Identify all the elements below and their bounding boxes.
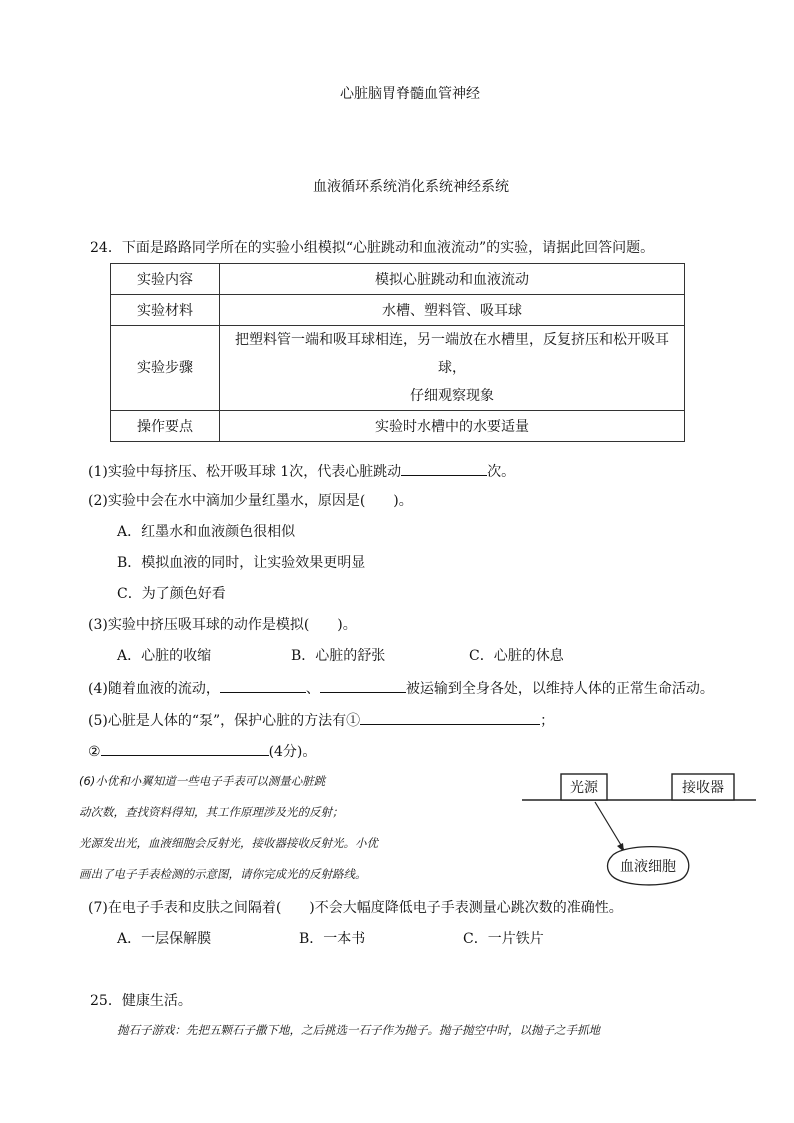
- question-24-part-6-line-3: 光源发出光，血液细胞会反射光，接收器接收反射光。小优: [79, 836, 378, 850]
- question-24-part-6-line-1: (6)小优和小翼知道一些电子手表可以测量心脏跳: [79, 774, 326, 788]
- part-5b-suffix: (4分)。: [268, 744, 317, 760]
- part-4-suffix: 被运输到全身各处，以维持人体的正常生命活动。: [405, 681, 714, 697]
- table-value: 水槽、塑料管、吸耳球: [220, 295, 685, 326]
- option-b: B．心脏的舒张: [291, 648, 386, 664]
- table-value: 实验时水槽中的水要适量: [220, 411, 685, 442]
- option-b: B．模拟血液的同时，让实验效果更明显: [117, 555, 366, 571]
- question-24-part-4: [88, 677, 714, 699]
- answer-blank[interactable]: [360, 709, 540, 725]
- answer-blank[interactable]: [320, 677, 406, 693]
- part-5-suffix: ；: [540, 713, 555, 729]
- table-row: [111, 411, 685, 442]
- light-source-label: 光源: [570, 780, 598, 796]
- table-row: [111, 295, 685, 326]
- experiment-table: [110, 263, 685, 442]
- table-key: 实验步骤: [111, 326, 220, 411]
- table-key: 操作要点: [111, 411, 220, 442]
- question-24-part-7: (7)在电子手表和皮肤之间隔着( )不会大幅度降低电子手表测量心跳次数的准确性。: [88, 900, 623, 916]
- header-line-1: 心脏脑胃脊髓血管神经: [340, 86, 480, 102]
- part-1-suffix: 次。: [487, 464, 516, 480]
- part-4-text: (4)随着血液的流动，: [88, 681, 220, 697]
- part-5b-text: ②: [88, 744, 101, 760]
- question-24-part-1: [88, 460, 515, 482]
- option-a: A．红墨水和血液颜色很相似: [117, 524, 296, 540]
- receiver-label: 接收器: [682, 780, 724, 796]
- option-c: C．一片铁片: [463, 931, 544, 947]
- watch-reflection-diagram: [520, 768, 760, 890]
- table-row: [111, 264, 685, 295]
- table-value-line-2: 仔细观察现象: [410, 388, 494, 404]
- table-value: [220, 326, 685, 411]
- question-25-title: 25．健康生活。: [90, 993, 192, 1009]
- question-24-part-5-second: [88, 740, 316, 762]
- table-value: 模拟心脏跳动和血液流动: [220, 264, 685, 295]
- blood-cell-label: 血液细胞: [620, 859, 676, 875]
- table-key: 实验内容: [111, 264, 220, 295]
- answer-blank[interactable]: [220, 677, 306, 693]
- question-24-part-6-line-2: 动次数，查找资料得知，其工作原理涉及光的反射；: [79, 805, 344, 819]
- part-4-separator: 、: [305, 681, 320, 697]
- option-c: C．心脏的休息: [469, 648, 564, 664]
- table-key: 实验材料: [111, 295, 220, 326]
- option-a: A．一层保解膜: [117, 931, 212, 947]
- option-b: B．一本书: [299, 931, 366, 947]
- question-24-part-3: (3)实验中挤压吸耳球的动作是模拟( )。: [88, 617, 357, 633]
- header-line-2: 血液循环系统消化系统神经系统: [313, 179, 509, 195]
- option-c: C．为了颜色好看: [117, 586, 226, 602]
- question-25-text: 抛石子游戏：先把五颗石子撒下地，之后挑选一石子作为抛子。抛子抛空中时，以抛子之手抓地: [117, 1023, 600, 1037]
- answer-blank[interactable]: [101, 740, 269, 756]
- table-value-line-1: 把塑料管一端和吸耳球相连，另一端放在水槽里，反复挤压和松开吸耳球，: [235, 332, 669, 376]
- part-5-text: (5)心脏是人体的“泵”，保护心脏的方法有①: [88, 713, 361, 729]
- question-24-part-2: (2)实验中会在水中滴加少量红墨水，原因是( )。: [88, 493, 413, 509]
- option-a: A．心脏的收缩: [117, 648, 212, 664]
- question-24-intro: 24．下面是路路同学所在的实验小组模拟“心脏跳动和血液流动”的实验，请据此回答问题。: [90, 240, 655, 256]
- part-1-text: (1)实验中每挤压、松开吸耳球 1次，代表心脏跳动: [88, 464, 402, 480]
- light-ray-arrow: [595, 802, 624, 850]
- table-row: [111, 326, 685, 411]
- question-24-part-6-line-4: 画出了电子手表检测的示意图，请你完成光的反射路线。: [79, 867, 367, 881]
- answer-blank[interactable]: [401, 460, 487, 476]
- question-24-part-5: [88, 709, 554, 731]
